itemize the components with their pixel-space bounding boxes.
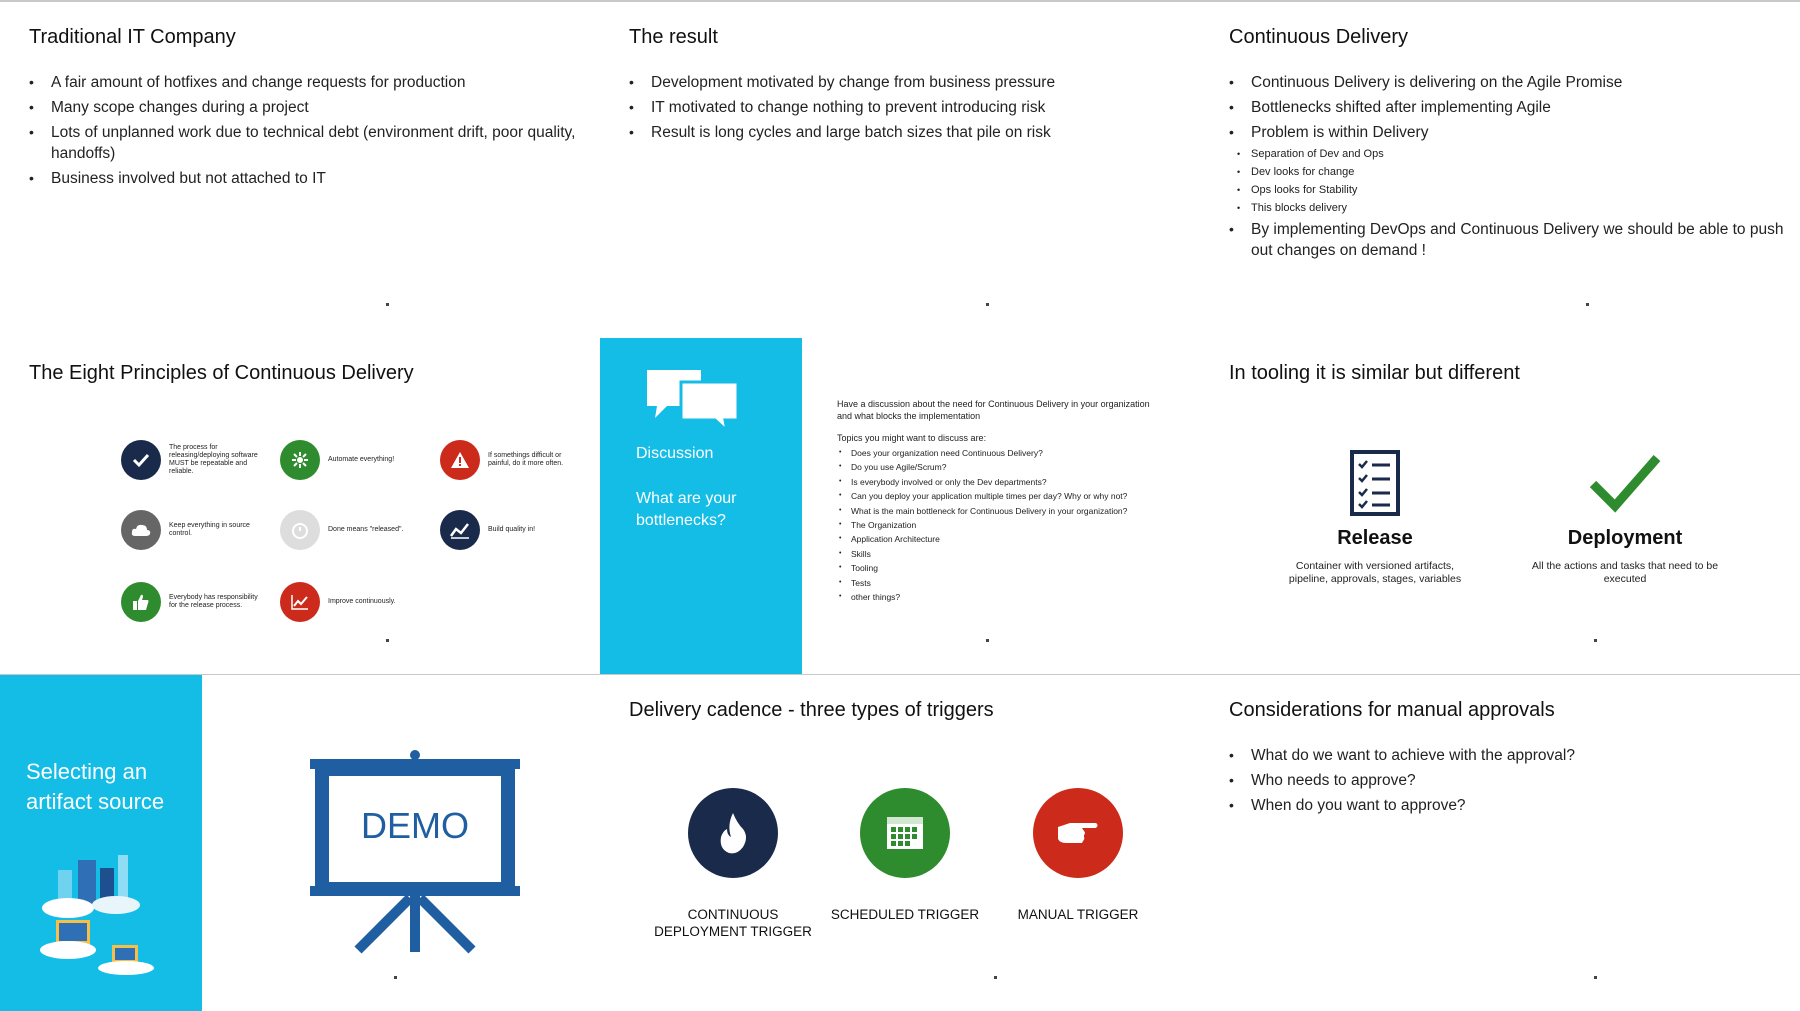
bullet-item: • Lots of unplanned work due to technical debt (environment drift, poor quality, handoffs)	[29, 122, 589, 164]
slide-marker	[1586, 303, 1589, 306]
slide-continuous-delivery[interactable]	[1200, 2, 1800, 338]
slide-marker	[994, 976, 997, 979]
topic-item: • Tooling	[837, 561, 1167, 575]
principle-text: Keep everything in source control.	[169, 522, 250, 537]
slide-traditional-it[interactable]	[0, 2, 600, 338]
release-block	[1275, 450, 1475, 586]
topic-item: • other things?	[837, 590, 1167, 604]
discussion-body	[837, 398, 1167, 604]
bullet-item: • Problem is within Delivery	[1229, 122, 1799, 143]
slide-title: The result	[629, 26, 718, 48]
topics-label: Topics you might want to discuss are:	[837, 433, 987, 443]
principle-text: Automate everything!	[328, 456, 395, 463]
sub-bullet-item: • Separation of Dev and Ops	[1229, 147, 1799, 161]
slide-title: Selecting an artifact source	[26, 759, 165, 814]
bullet-list	[1229, 72, 1799, 265]
sub-bullet-item: • Dev looks for change	[1229, 165, 1799, 179]
cloud-icon	[121, 510, 161, 550]
topics-list	[837, 446, 1167, 604]
slide-eight-principles[interactable]	[0, 338, 600, 674]
slide-title: Considerations for manual approvals	[1229, 699, 1555, 721]
slide-marker	[386, 303, 389, 306]
principle-text: Improve continuously.	[328, 598, 396, 605]
bullet-item: • Bottlenecks shifted after implementing Agile	[1229, 97, 1799, 118]
principle-item	[440, 440, 590, 480]
checklist-icon	[1350, 450, 1400, 516]
topic-item: • Is everybody involved or only the Dev departments?	[837, 475, 1167, 489]
slide-marker	[394, 976, 397, 979]
slide-delivery-cadence[interactable]	[600, 675, 1200, 1011]
bullet-list	[29, 72, 589, 193]
slide-tooling[interactable]	[1200, 338, 1800, 674]
checkmark-icon	[1589, 450, 1661, 516]
speech-bubbles-icon	[645, 368, 740, 433]
principle-text: Build quality in!	[488, 526, 536, 533]
principle-item	[121, 582, 271, 622]
accent-panel	[600, 338, 802, 674]
trigger-item	[825, 788, 985, 923]
topic-item: • Skills	[837, 547, 1167, 561]
slide-the-result[interactable]	[600, 2, 1200, 338]
bullet-item: • IT motivated to change nothing to prevent introducing risk	[629, 97, 1189, 118]
trigger-label: MANUAL TRIGGER	[1017, 907, 1139, 922]
principle-text: The process for releasing/deploying software MUST be repeatable and reliable.	[169, 444, 258, 475]
principle-item	[280, 440, 430, 480]
checkmark-icon	[121, 440, 161, 480]
release-name: Release	[1337, 527, 1413, 549]
bullet-item: • When do you want to approve?	[1229, 795, 1789, 816]
bullet-item: • Who needs to approve?	[1229, 770, 1789, 791]
calendar-icon	[860, 788, 950, 878]
chart-icon	[440, 510, 480, 550]
topic-item: • Tests	[837, 576, 1167, 590]
principle-item	[121, 440, 271, 480]
bullet-item: • A fair amount of hotfixes and change requests for production	[29, 72, 589, 93]
slide-title: In tooling it is similar but different	[1229, 362, 1520, 384]
topic-item: • Can you deploy your application multiple times per day? Why or why not?	[837, 489, 1167, 503]
bullet-item: • Many scope changes during a project	[29, 97, 589, 118]
principle-item	[121, 510, 271, 550]
deployment-block	[1525, 450, 1725, 586]
slide-marker	[1594, 639, 1597, 642]
sub-bullet-item: • Ops looks for Stability	[1229, 183, 1799, 197]
trigger-label: CONTINUOUS DEPLOYMENT TRIGGER	[654, 907, 812, 939]
bullet-item: • By implementing DevOps and Continuous Delivery we should be able to push out changes on demand !	[1229, 219, 1799, 261]
principle-text: Done means "released".	[328, 526, 404, 533]
bullet-item: • Business involved but not attached to IT	[29, 168, 589, 189]
slide-manual-approvals[interactable]	[1200, 675, 1800, 1011]
slide-title: The Eight Principles of Continuous Delivery	[29, 362, 414, 384]
slide-marker	[986, 639, 989, 642]
principle-item	[280, 582, 430, 622]
trigger-item	[653, 788, 813, 940]
bullet-item: • What do we want to achieve with the approval?	[1229, 745, 1789, 766]
principle-item	[280, 510, 430, 550]
topic-item: • The Organization	[837, 518, 1167, 532]
bullet-list	[629, 72, 1189, 147]
slide-title: Continuous Delivery	[1229, 26, 1408, 48]
slide-title: Delivery cadence - three types of triggers	[629, 699, 994, 721]
bullet-item: • Result is long cycles and large batch sizes that pile on risk	[629, 122, 1189, 143]
principle-text: If somethings difficult or painful, do it more often.	[488, 452, 564, 467]
demo-label: DEMO	[361, 805, 469, 846]
topic-item: • Application Architecture	[837, 532, 1167, 546]
discussion-label: Discussion	[636, 445, 714, 462]
topic-item: • What is the main bottleneck for Continuous Delivery in your organization?	[837, 504, 1167, 518]
topic-item: • Does your organization need Continuous Delivery?	[837, 446, 1167, 460]
deployment-name: Deployment	[1567, 527, 1683, 549]
cloud-city-illustration	[38, 850, 158, 975]
sub-bullet-item: • This blocks delivery	[1229, 201, 1799, 215]
demo-board-icon	[310, 750, 520, 955]
pointing-hand-icon	[1033, 788, 1123, 878]
line-chart-icon	[280, 582, 320, 622]
bullet-item: • Development motivated by change from business pressure	[629, 72, 1189, 93]
bullet-list	[1229, 745, 1789, 820]
thumbs-up-icon	[121, 582, 161, 622]
principle-item	[440, 510, 590, 550]
topic-item: • Do you use Agile/Scrum?	[837, 460, 1167, 474]
discussion-question: What are your bottlenecks?	[636, 490, 737, 529]
discussion-intro: Have a discussion about the need for Continuous Delivery in your organization and what blocks the implementation	[837, 399, 1150, 421]
deployment-description: All the actions and tasks that need to be executed	[1531, 560, 1719, 585]
release-description: Container with versioned artifacts, pipeline, approvals, stages, variables	[1288, 560, 1462, 585]
slide-artifact-source[interactable]	[0, 675, 600, 1011]
slide-marker	[386, 639, 389, 642]
bullet-item: • Continuous Delivery is delivering on the Agile Promise	[1229, 72, 1799, 93]
clock-icon	[280, 510, 320, 550]
trigger-label: SCHEDULED TRIGGER	[830, 907, 980, 922]
slide-marker	[986, 303, 989, 306]
slide-marker	[1594, 976, 1597, 979]
gear-icon	[280, 440, 320, 480]
flame-icon	[688, 788, 778, 878]
warning-icon	[440, 440, 480, 480]
slide-title: Traditional IT Company	[29, 26, 236, 48]
trigger-item	[998, 788, 1158, 923]
principle-text: Everybody has responsibility for the release process.	[169, 594, 258, 609]
accent-panel	[0, 675, 202, 1011]
slide-discussion[interactable]	[600, 338, 1200, 674]
